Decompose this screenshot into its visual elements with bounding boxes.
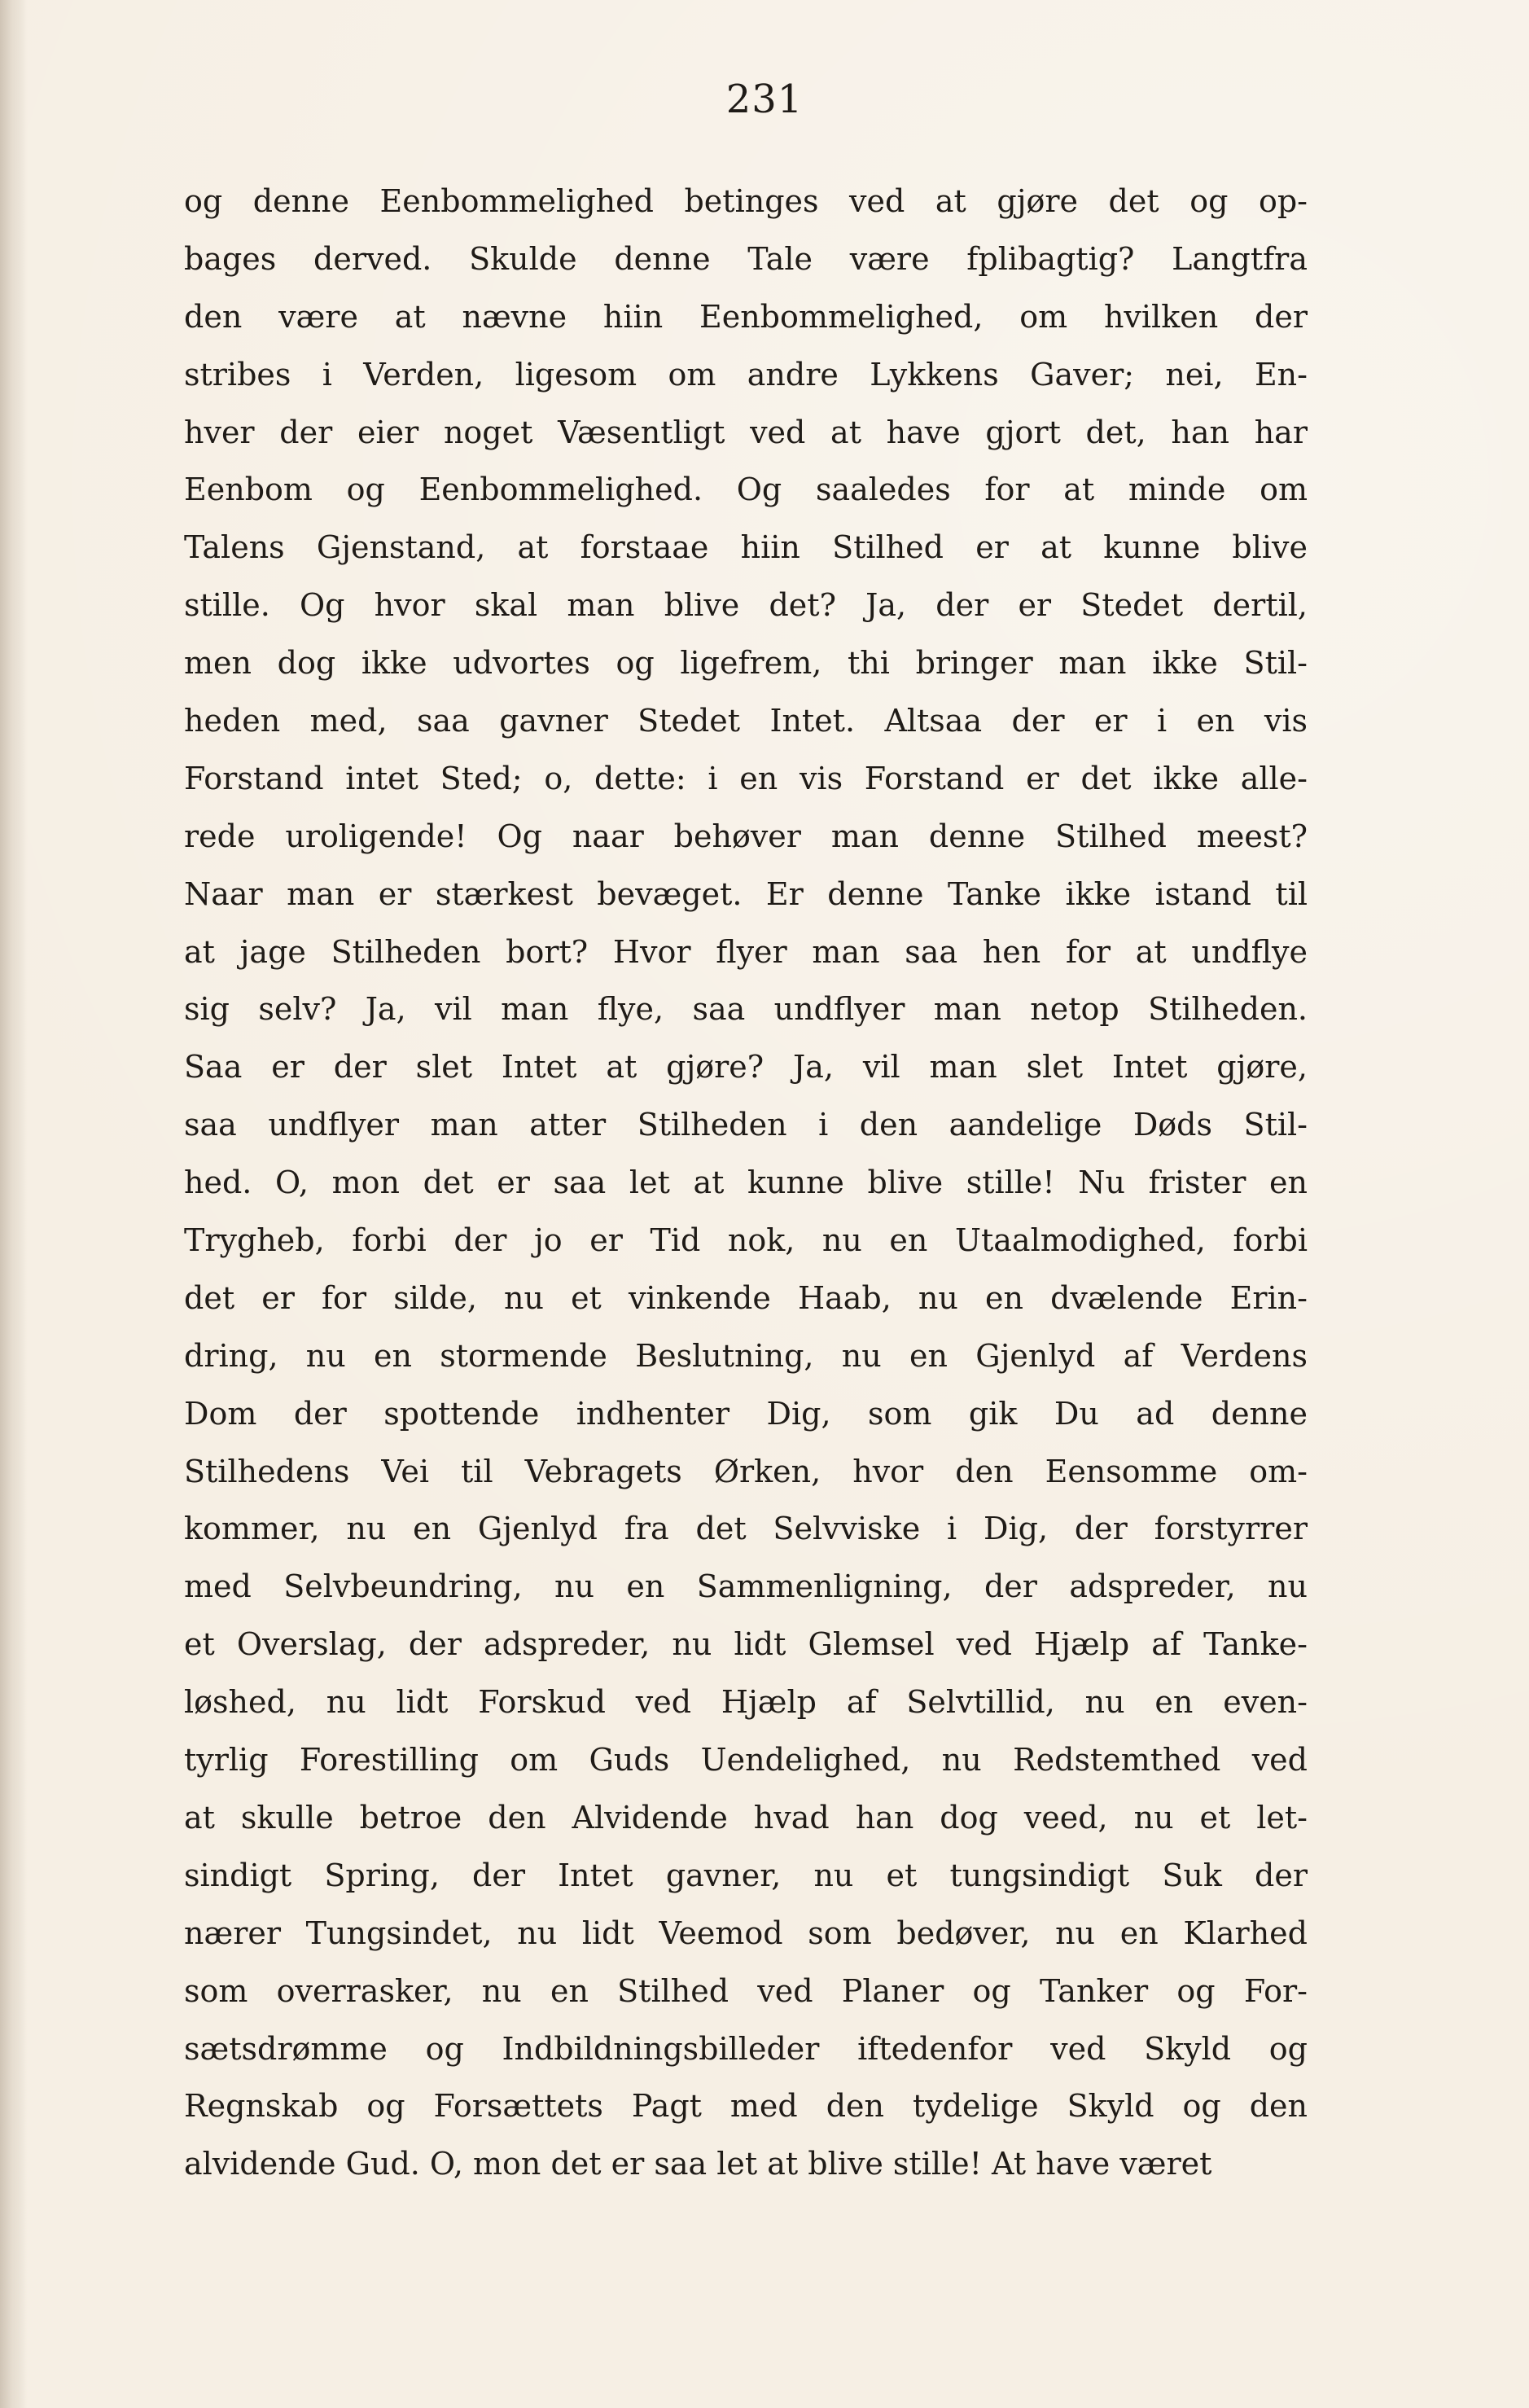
text-line: heden med, saa gavner Stedet Intet. Altsaa der er i en vis <box>184 703 1308 739</box>
text-line: alvidende Gud. O, mon det er saa let at blive stille! At have været <box>184 2146 1212 2182</box>
text-line: Regnskab og Forsættets Pagt med den tydelige Skyld og den <box>184 2088 1308 2125</box>
text-line: det er for silde, nu et vinkende Haab, nu en dvælende Erin- <box>184 1279 1308 1316</box>
text-line: et Overslag, der adspreder, nu lidt Glemsel ved Hjælp af Tanke- <box>184 1626 1308 1663</box>
text-line: bages derved. Skulde denne Tale være fplibagtig? Langtfra <box>184 240 1308 277</box>
page-number: 231 <box>725 77 804 122</box>
text-line: sætsdrømme og Indbildningsbilleder iftedenfor ved Skyld og <box>184 2030 1308 2067</box>
text-line: Naar man er stærkest bevæget. Er denne Tanke ikke istand til <box>184 875 1308 912</box>
text-line: løshed, nu lidt Forskud ved Hjælp af Selvtillid, nu en even- <box>184 1684 1308 1721</box>
text-line: med Selvbeundring, nu en Sammenligning, der adspreder, nu <box>184 1568 1308 1605</box>
text-line: Forstand intet Sted; o, dette: i en vis Forstand er det ikke alle- <box>184 760 1308 796</box>
text-line: dring, nu en stormende Beslutning, nu en Gjenlyd af Verdens <box>184 1337 1308 1374</box>
text-line: men dog ikke udvortes og ligefrem, thi bringer man ikke Stil- <box>184 645 1308 682</box>
text-line: stribes i Verden, ligesom om andre Lykkens Gaver; nei, En- <box>184 356 1308 393</box>
text-line: at jage Stilheden bort? Hvor flyer man saa hen for at undflye <box>184 933 1308 970</box>
text-line: Dom der spottende indhenter Dig, som gik Du ad denne <box>184 1395 1308 1432</box>
text-line: og denne Eenbommelighed betinges ved at gjøre det og op- <box>184 183 1308 219</box>
text-line: hver der eier noget Væsentligt ved at have gjort det, han har <box>184 414 1308 450</box>
text-line: Saa er der slet Intet at gjøre? Ja, vil man slet Intet gjøre, <box>184 1049 1308 1086</box>
text-line: Trygheb, forbi der jo er Tid nok, nu en Utaalmodighed, forbi <box>184 1222 1308 1259</box>
text-line: sig selv? Ja, vil man flye, saa undflyer man netop Stilheden. <box>184 991 1308 1028</box>
text-line: sindigt Spring, der Intet gavner, nu et tungsindigt Suk der <box>184 1857 1308 1893</box>
text-line: den være at nævne hiin Eenbommelighed, om hvilken der <box>184 298 1308 335</box>
text-line: saa undflyer man atter Stilheden i den aandelige Døds Stil- <box>184 1107 1308 1143</box>
body-text <box>184 173 1308 2193</box>
text-line: kommer, nu en Gjenlyd fra det Selvviske i Dig, der forstyrrer <box>184 1511 1308 1547</box>
text-line: Eenbom og Eenbommelighed. Og saaledes for at minde om <box>184 472 1308 508</box>
text-line: at skulle betroe den Alvidende hvad han dog veed, nu et let- <box>184 1799 1308 1836</box>
text-line: stille. Og hvor skal man blive det? Ja, der er Stedet dertil, <box>184 587 1308 624</box>
text-line: tyrlig Forestilling om Guds Uendelighed, nu Redstemthed ved <box>184 1742 1308 1779</box>
text-line: hed. O, mon det er saa let at kunne blive stille! Nu frister en <box>184 1165 1308 1201</box>
text-line: som overrasker, nu en Stilhed ved Planer og Tanker og For- <box>184 1972 1308 2009</box>
text-line: Stilhedens Vei til Vebragets Ørken, hvor den Eensomme om- <box>184 1453 1308 1489</box>
text-line: rede uroligende! Og naar behøver man denne Stilhed meest? <box>184 818 1308 854</box>
page-binding-shadow <box>0 0 28 2408</box>
text-line: Talens Gjenstand, at forstaae hiin Stilhed er at kunne blive <box>184 529 1308 566</box>
text-line: nærer Tungsindet, nu lidt Veemod som bedøver, nu en Klarhed <box>184 1915 1308 1951</box>
